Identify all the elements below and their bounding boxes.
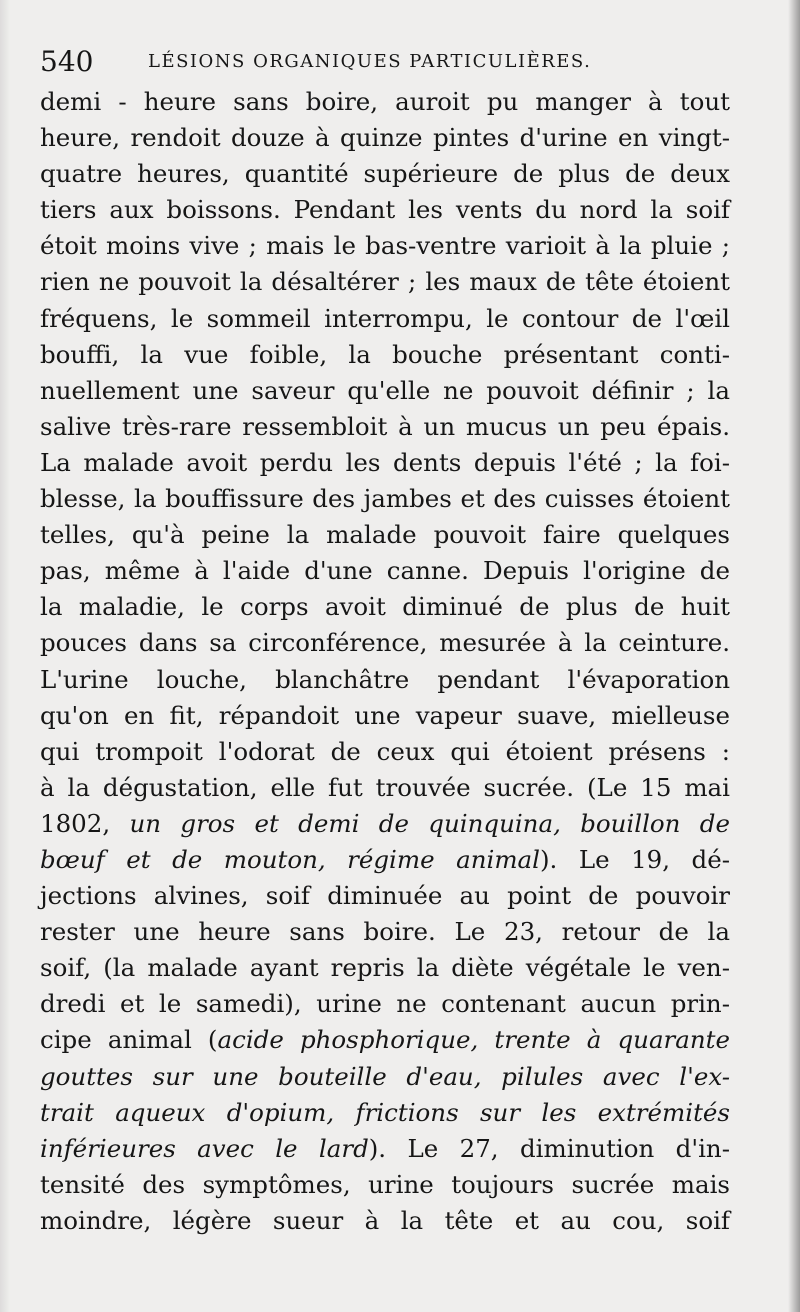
italic-text-segment: gouttes sur une bouteille d'eau, pilules avec l'ex-: [40, 1061, 730, 1091]
italic-text-segment: un gros et demi de quinquina, bouillon de: [129, 808, 730, 838]
text-line: [40, 698, 730, 734]
text-segment: nuellement une saveur qu'elle ne pouvoit définir ; la: [40, 375, 730, 405]
text-line: [40, 589, 730, 625]
text-line: [40, 1059, 730, 1095]
text-segment: ). Le 27, diminution d'in-: [368, 1133, 730, 1163]
text-segment: pas, même à l'aide d'une canne. Depuis l'origine de: [40, 556, 730, 586]
text-line: [40, 950, 730, 986]
text-line: [40, 120, 730, 156]
italic-text-segment: bœuf et de mouton, régime animal: [40, 844, 540, 874]
text-line: [40, 842, 730, 878]
text-line: [40, 445, 730, 481]
text-segment: étoit moins vive ; mais le bas-ventre varioit à la pluie ;: [40, 231, 730, 261]
text-line: [40, 1095, 730, 1131]
text-line: [40, 986, 730, 1022]
text-segment: la maladie, le corps avoit diminué de plus de huit: [40, 592, 730, 622]
text-segment: qui trompoit l'odorat de ceux qui étoient présens :: [40, 736, 730, 766]
text-line: [40, 734, 730, 770]
text-segment: rester une heure sans boire. Le 23, retour de la: [40, 917, 730, 947]
text-line: [40, 337, 730, 373]
text-segment: bouffi, la vue foible, la bouche présentant conti-: [40, 339, 730, 369]
text-line: [40, 1131, 730, 1167]
text-line: [40, 517, 730, 553]
text-line: [40, 409, 730, 445]
text-line: [40, 228, 730, 264]
text-segment: demi - heure sans boire, auroit pu manger à tout: [40, 87, 730, 116]
text-segment: salive très-rare ressembloit à un mucus un peu épais.: [40, 411, 730, 441]
text-segment: qu'on en fit, répandoit une vapeur suave, mielleuse: [40, 700, 730, 730]
text-segment: dredi et le samedi), urine ne contenant aucun prin-: [40, 989, 730, 1019]
text-line: [40, 553, 730, 589]
text-line: [40, 301, 730, 337]
text-line: [40, 373, 730, 409]
text-segment: fréquens, le sommeil interrompu, le contour de l'œil: [40, 303, 730, 333]
text-line: [40, 192, 730, 228]
page-header: [40, 44, 740, 80]
text-segment: tiers aux boissons. Pendant les vents du nord la soif: [40, 195, 730, 225]
italic-text-segment: acide phosphorique, trente à quarante: [217, 1025, 730, 1055]
page-number: 540: [40, 45, 94, 78]
text-segment: ). Le 19, dé-: [540, 844, 730, 874]
text-segment: La malade avoit perdu les dents depuis l'été ; la foi-: [40, 447, 730, 477]
text-segment: blesse, la bouffissure des jambes et des cuisses étoient: [40, 484, 730, 514]
text-segment: jections alvines, soif diminuée au point de pouvoir: [40, 881, 730, 911]
page-left-shadow: [0, 0, 10, 1312]
text-segment: cipe animal (: [40, 1025, 218, 1055]
text-line: [40, 662, 730, 698]
text-segment: heure, rendoit douze à quinze pintes d'urine en vingt-: [40, 123, 730, 153]
text-segment: telles, qu'à peine la malade pouvoit faire quelques: [40, 520, 730, 550]
text-line: [40, 770, 730, 806]
page-binding-shadow: [788, 0, 800, 1312]
text-segment: rien ne pouvoit la désaltérer ; les maux de tête étoient: [40, 267, 730, 297]
text-segment: soif, (la malade ayant repris la diète végétale le ven-: [40, 953, 730, 983]
text-line: [40, 156, 730, 192]
text-line: [40, 914, 730, 950]
text-line: [40, 806, 730, 842]
text-segment: 1802,: [40, 808, 130, 838]
text-segment: quatre heures, quantité supérieure de plus de deux: [40, 159, 730, 189]
text-segment: à la dégustation, elle fut trouvée sucrée. (Le 15 mai: [40, 772, 730, 802]
text-line: [40, 481, 730, 517]
text-segment: moindre, légère sueur à la tête et au cou, soif: [40, 1205, 730, 1235]
text-line: [40, 84, 730, 120]
running-head: LÉSIONS ORGANIQUES PARTICULIÈRES.: [148, 51, 592, 72]
text-line: [40, 878, 730, 914]
text-segment: L'urine louche, blanchâtre pendant l'évaporation: [40, 664, 730, 694]
text-line: [40, 1022, 730, 1058]
text-line: [40, 625, 730, 661]
italic-text-segment: inférieures avec le lard: [40, 1133, 369, 1163]
text-line: [40, 1167, 730, 1203]
italic-text-segment: trait aqueux d'opium, frictions sur les extrémités: [40, 1097, 730, 1127]
text-line: [40, 1203, 730, 1239]
text-line: [40, 264, 730, 300]
text-segment: tensité des symptômes, urine toujours sucrée mais: [40, 1169, 730, 1199]
body-text: [40, 84, 730, 1239]
text-segment: pouces dans sa circonférence, mesurée à la ceinture.: [40, 628, 730, 658]
